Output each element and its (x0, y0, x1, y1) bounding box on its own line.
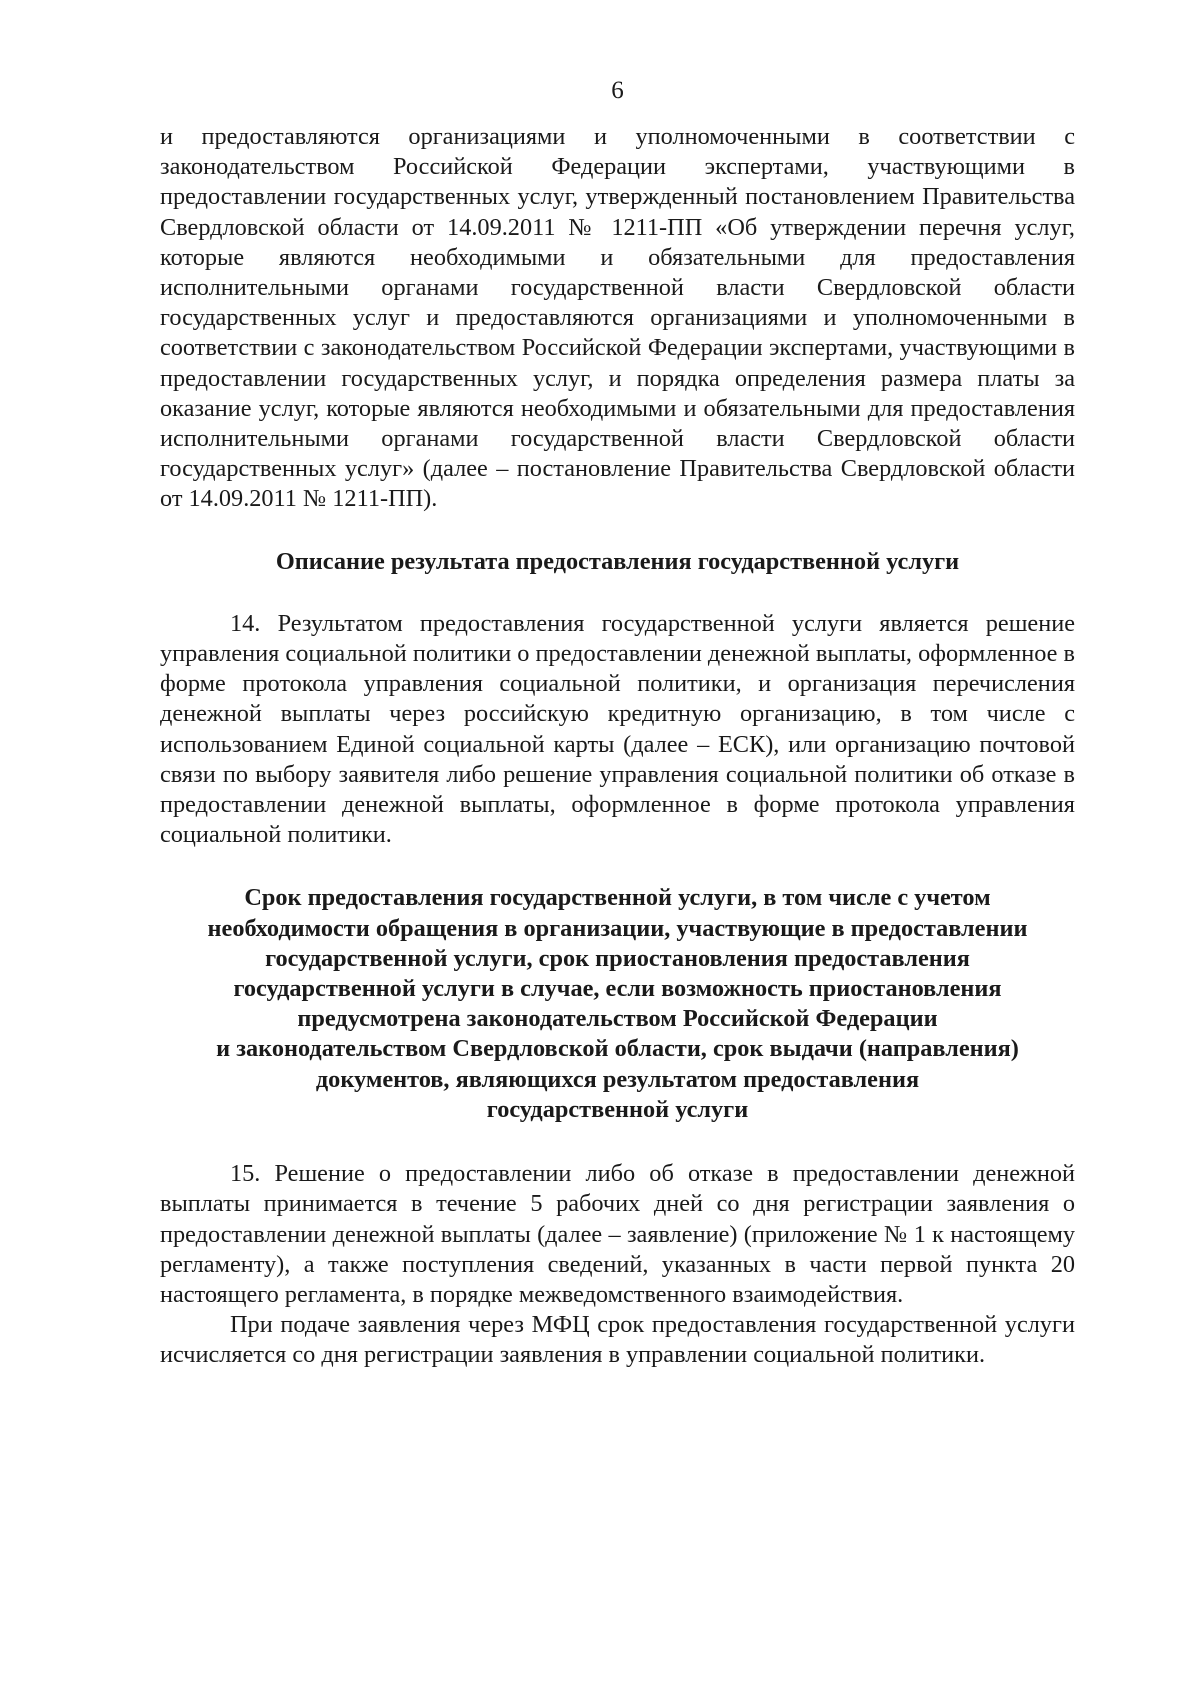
page-number: 6 (611, 77, 624, 104)
heading-line: государственной услуги в случае, если возможность приостановления (233, 975, 1002, 1003)
heading-line: документов, являющихся результатом предоставления (315, 1065, 920, 1093)
paragraph-15: 15. Решение о предоставлении либо об отказе в предоставлении денежной выплаты принимается в течение 5 рабочих дней со дня регистрации заявления о предоставлении денежной выплаты (далее – заявление) (приложение № 1 к настоящему регламенту), а также поступления сведений, указанных в части первой пункта 20 настоящего регламента, в порядке межведомственного взаимодействия. (160, 1160, 1075, 1308)
heading-line: необходимости обращения в организации, участвующие в предоставлении (207, 914, 1028, 942)
heading-line: государственной услуги (486, 1095, 749, 1123)
section-heading-term (160, 883, 1075, 1125)
document-page (160, 78, 1075, 1371)
section-heading-result: Описание результата предоставления государственной услуги (275, 547, 960, 575)
heading-line: предусмотрена законодательством Российской Федерации (297, 1005, 938, 1033)
paragraph-14: 14. Результатом предоставления государственной услуги является решение управления социальной политики о предоставлении денежной выплаты, оформленное в форме протокола управления социальной политики, и организация перечисления денежной выплаты через российскую кредитную организацию, в том числе с использованием Единой социальной карты (далее – ЕСК), или организацию почтовой связи по выбору заявителя либо решение управления социальной политики об отказе в предоставлении денежной выплаты, оформленное в форме протокола управления социальной политики. (160, 609, 1075, 849)
paragraph-continuation: и предоставляются организациями и уполномоченными в соответствии с законодательством Российской Федерации экспертами, участвующими в предоставлении государственных услуг, утвержденный постановлением Правительства Свердловской области от 14.09.2011 № 1211-ПП «Об утверждении перечня услуг, которые являются необходимыми и обязательными для предоставления исполнительными органами государственной власти Свердловской области государственных услуг и предоставляются организациями и уполномоченными в соответствии с законодательством Российской Федерации экспертами, участвующими в предоставлении государственных услуг, и порядка определения размера платы за оказание услуг, которые являются необходимыми и обязательными для предоставления исполнительными органами государственной власти Свердловской области государственных услуг» (далее – постановление Правительства Свердловской области от 14.09.2011 № 1211-ПП). (160, 123, 1075, 513)
heading-line: и законодательством Свердловской области, срок выдачи (направления) (216, 1035, 1019, 1063)
paragraph-15-mfc: При подаче заявления через МФЦ срок предоставления государственной услуги исчисляется со дня регистрации заявления в управлении социальной политики. (160, 1311, 1075, 1369)
heading-line: государственной услуги, срок приостановления предоставления (265, 944, 970, 972)
heading-line: Срок предоставления государственной услуги, в том числе с учетом (244, 884, 991, 912)
